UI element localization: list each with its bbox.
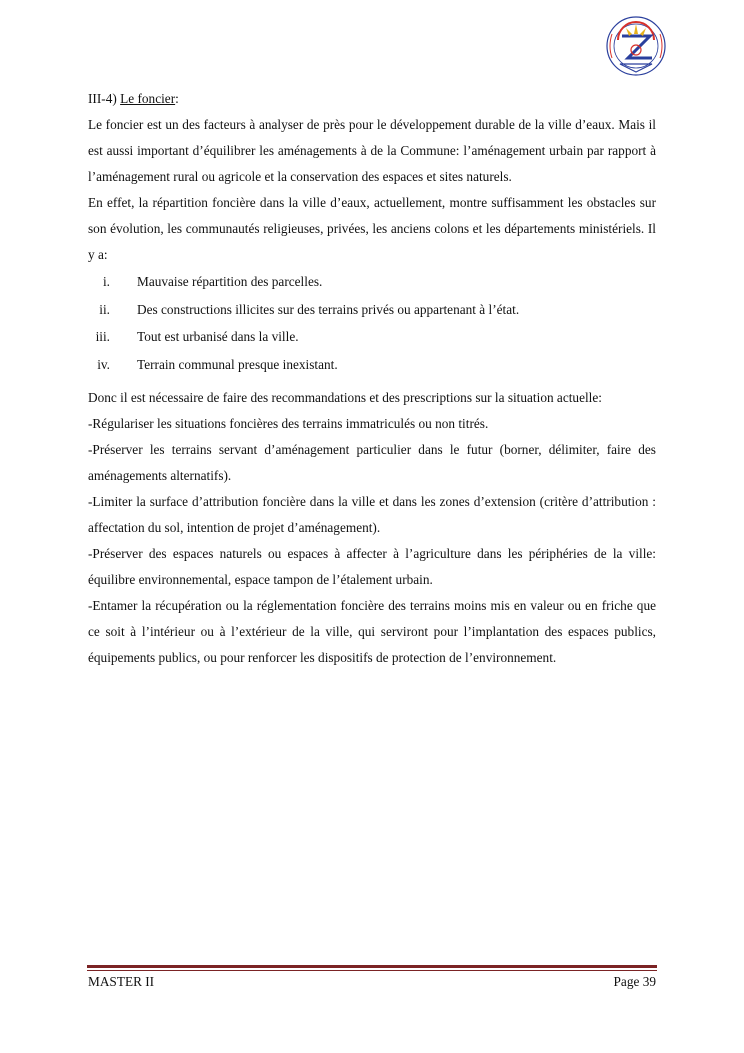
list-item	[88, 268, 656, 296]
footer-divider-thick	[87, 965, 657, 968]
section-heading	[88, 86, 656, 112]
list-item-number: i.	[102, 274, 110, 289]
section-colon: :	[175, 91, 179, 106]
university-seal-icon	[604, 14, 668, 78]
page-number: Page 39	[613, 974, 656, 989]
list-item-text: Terrain communal presque inexistant.	[137, 356, 338, 372]
list-item	[88, 351, 656, 379]
recommendation-item: -Limiter la surface d’attribution foncière dans la ville et dans les zones d’extension (critère d’attribution : affectation du sol, intention de projet d’aménagement).	[88, 494, 656, 536]
paragraph-intro: Le foncier est un des facteurs à analyser de près pour le développement durable de la ville d’eaux. Mais il est aussi important d’équilibrer les aménagements à de la Commune: l’aménagement urbain par rapport à l’aménagement rural ou agricole et la conservation des espaces et sites naturels.	[88, 117, 656, 184]
list-item-text: Des constructions illicites sur des terrains privés ou appartenant à l’état.	[137, 301, 520, 317]
list-item-text: Tout est urbanisé dans la ville.	[137, 329, 299, 345]
list-item-text: Mauvaise répartition des parcelles.	[137, 274, 323, 289]
section-number: III-4)	[88, 91, 121, 106]
list-item-number: iv.	[97, 356, 110, 372]
footer-degree-label: MASTER II	[88, 974, 155, 989]
paragraph-effect: En effet, la répartition foncière dans la ville d’eaux, actuellement, montre suffisamment les obstacles sur son évolution, les communautés religieuses, privées, les anciens colons et les départements ministériels. Il y a:	[88, 195, 656, 262]
list-item	[88, 323, 656, 351]
page-content	[88, 86, 656, 671]
footer-divider	[87, 965, 657, 971]
footer-divider-thin	[87, 970, 657, 971]
recommendation-item: -Régulariser les situations foncières des terrains immatriculés ou non titrés.	[88, 416, 489, 432]
problem-list	[88, 268, 656, 378]
list-item-number: ii.	[99, 301, 110, 317]
recommendation-item: -Préserver les terrains servant d’aménagement particulier dans le futur (borner, délimiter, faire des aménagements alternatifs).	[88, 442, 656, 484]
list-item	[88, 296, 656, 324]
paragraph-conclusion: Donc il est nécessaire de faire des recommandations et des prescriptions sur la situation actuelle:	[88, 390, 602, 406]
recommendation-item: -Entamer la récupération ou la réglementation foncière des terrains moins mis en valeur ou en friche que ce soit à l’intérieur ou à l’extérieur de la ville, qui serviront pour l’implantation des espaces publics, équipements publics, ou pour renforcer les dispositifs de protection de l’environnement.	[88, 598, 656, 666]
section-title: Le foncier	[120, 91, 176, 106]
list-item-number: iii.	[95, 329, 110, 345]
recommendation-item: -Préserver des espaces naturels ou espaces à affecter à l’agriculture dans les périphéries de la ville: équilibre environnemental, espace tampon de l’étalement urbain.	[88, 546, 656, 588]
